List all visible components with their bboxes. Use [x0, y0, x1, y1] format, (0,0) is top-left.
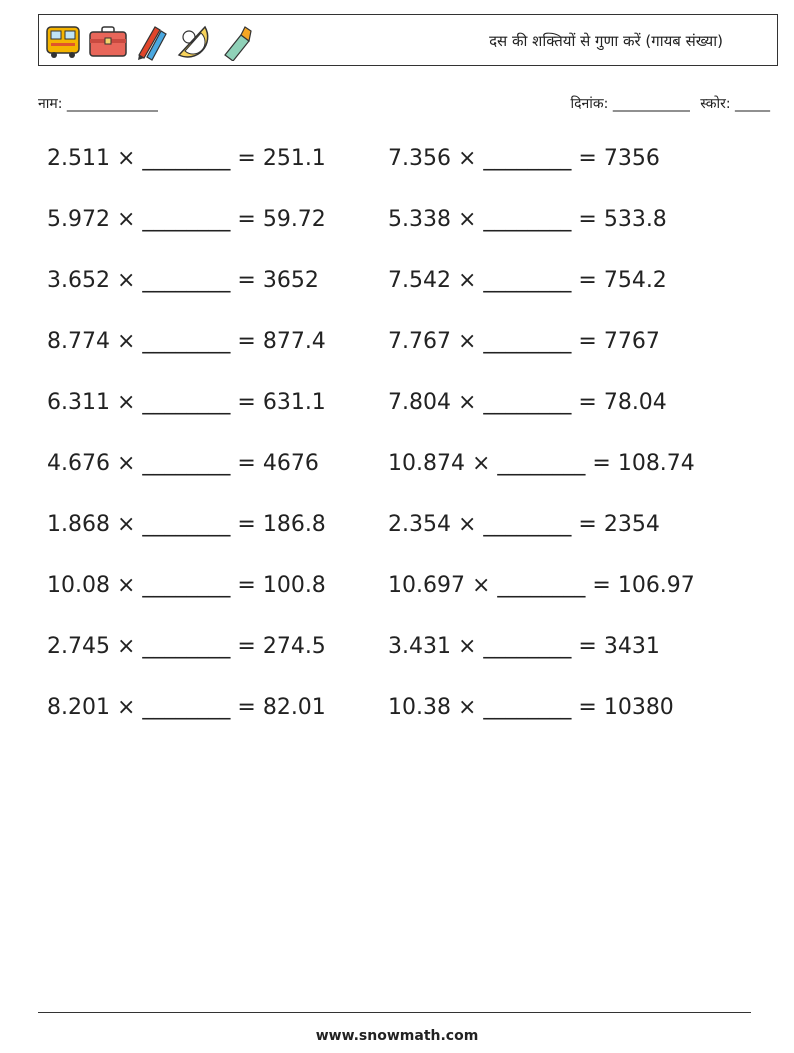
problem-7-left: 1.868 × ________ = 186.8 [47, 512, 326, 537]
highlighter-icon [217, 21, 257, 61]
problem-6-left: 4.676 × ________ = 4676 [47, 451, 319, 476]
meta-right [564, 94, 770, 113]
footer-site-link[interactable]: www.snowmath.com [315, 1028, 479, 1044]
problem-9-left: 2.745 × ________ = 274.5 [47, 634, 326, 659]
problem-10-left: 8.201 × ________ = 82.01 [47, 695, 326, 720]
worksheet-title: दस की शक्तियों से गुणा करें (गायब संख्या) [489, 32, 723, 50]
problem-3-right: 7.542 × ________ = 754.2 [388, 268, 667, 293]
footer-divider [38, 1012, 751, 1013]
problem-6-right: 10.874 × ________ = 108.74 [388, 451, 695, 476]
problem-8-right: 10.697 × ________ = 106.97 [388, 573, 695, 598]
date-field: दिनांक: ___________ [570, 96, 690, 112]
problem-5-right: 7.804 × ________ = 78.04 [388, 390, 667, 415]
header-icons [43, 19, 257, 63]
problem-9-right: 3.431 × ________ = 3431 [388, 634, 660, 659]
problem-4-right: 7.767 × ________ = 7767 [388, 329, 660, 354]
protractor-icon [173, 21, 213, 61]
problem-10-right: 10.38 × ________ = 10380 [388, 695, 674, 720]
problem-2-right: 5.338 × ________ = 533.8 [388, 207, 667, 232]
problem-2-left: 5.972 × ________ = 59.72 [47, 207, 326, 232]
pencils-icon [133, 21, 169, 61]
score-field: स्कोर: _____ [700, 96, 770, 112]
school-bus-icon [43, 21, 83, 61]
problem-7-right: 2.354 × ________ = 2354 [388, 512, 660, 537]
problem-5-left: 6.311 × ________ = 631.1 [47, 390, 326, 415]
worksheet-header [38, 14, 778, 66]
problem-1-right: 7.356 × ________ = 7356 [388, 146, 660, 171]
briefcase-icon [87, 21, 129, 61]
problem-3-left: 3.652 × ________ = 3652 [47, 268, 319, 293]
problem-4-left: 8.774 × ________ = 877.4 [47, 329, 326, 354]
problem-1-left: 2.511 × ________ = 251.1 [47, 146, 326, 171]
problem-8-left: 10.08 × ________ = 100.8 [47, 573, 326, 598]
name-field: नाम: _____________ [38, 96, 158, 112]
